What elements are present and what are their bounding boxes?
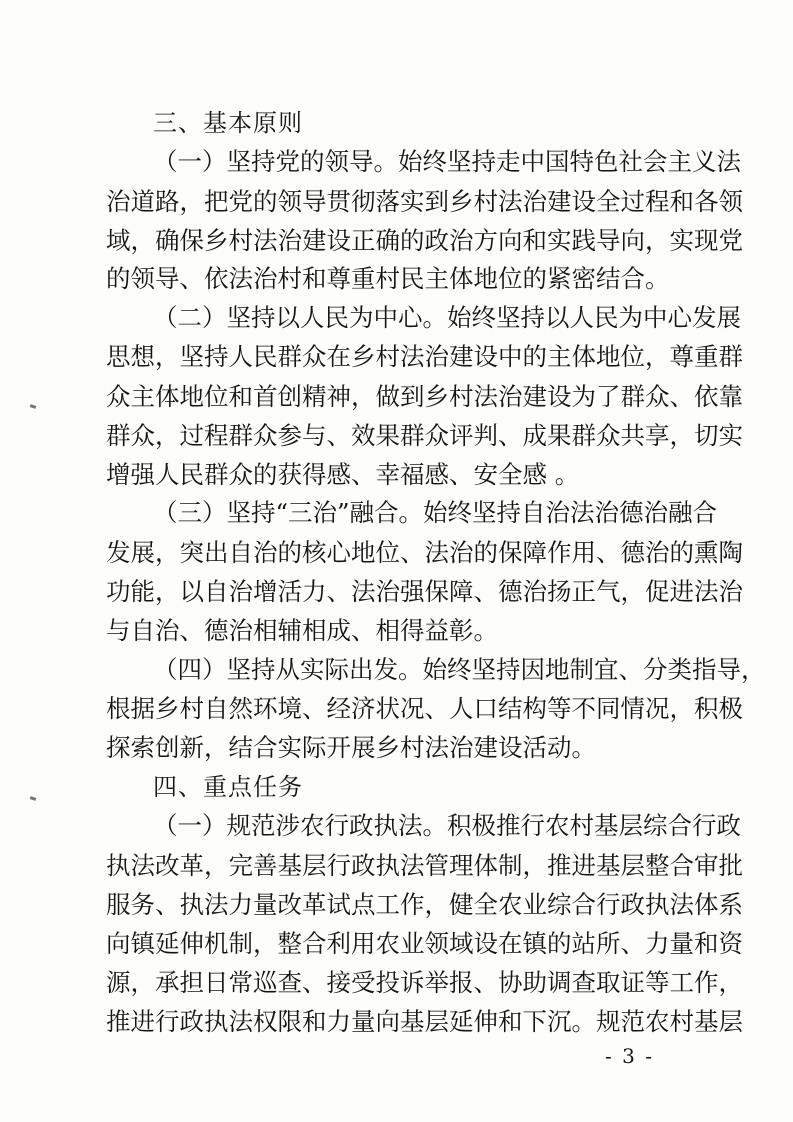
- paragraph-line: 治道路，把党的领导贯彻落实到乡村法治建设全过程和各领: [106, 187, 743, 216]
- paragraph-line: （四）坚持从实际出发。始终坚持因地制宜、分类指导，: [153, 655, 766, 684]
- scan-mark: [30, 796, 37, 801]
- paragraph-line: 域，确保乡村法治建设正确的政治方向和实践导向，实现党: [106, 226, 743, 255]
- paragraph-line: 根据乡村自然环境、经济状况、人口结构等不同情况，积极: [106, 694, 743, 723]
- paragraph-line: 的领导、依法治村和尊重村民主体地位的紧密结合。: [106, 264, 670, 293]
- paragraph-line: 向镇延伸机制，整合利用农业领域设在镇的站所、力量和资: [106, 929, 743, 958]
- paragraph-line: 与自治、德治相辅相成、相得益彰。: [106, 616, 498, 645]
- paragraph-line: 众主体地位和首创精神，做到乡村法治建设为了群众、依靠: [106, 382, 743, 411]
- paragraph-line: 群众，过程群众参与、效果群众评判、成果群众共享，切实: [106, 421, 743, 450]
- paragraph-line: （一）坚持党的领导。始终坚持走中国特色社会主义法: [153, 147, 741, 176]
- paragraph-line: 思想，坚持人民群众在乡村法治建设中的主体地位，尊重群: [106, 342, 743, 371]
- paragraph-line: 服务、执法力量改革试点工作，健全农业综合行政执法体系: [106, 890, 743, 919]
- paragraph-line: 源，承担日常巡查、接受投诉举报、协助调查取证等工作，: [106, 968, 743, 997]
- section-heading-tasks: 四、重点任务: [153, 773, 303, 801]
- paragraph-line: 增强人民群众的获得感、幸福感、安全感 。: [106, 460, 580, 489]
- section-heading-principles: 三、基本原则: [153, 109, 303, 137]
- paragraph-line: 发展，突出自治的核心地位、法治的保障作用、德治的熏陶: [106, 538, 743, 567]
- scan-mark: [30, 404, 37, 409]
- paragraph-line: （二）坚持以人民为中心。始终坚持以人民为中心发展: [153, 303, 741, 332]
- paragraph-line: 探索创新，结合实际开展乡村法治建设活动。: [106, 733, 596, 762]
- paragraph-line: 功能，以自治增活力、法治强保障、德治扬正气，促进法治: [106, 577, 743, 606]
- paragraph-line: （一）规范涉农行政执法。积极推行农村基层综合行政: [153, 811, 741, 840]
- paragraph-line: 执法改革，完善基层行政执法管理体制，推进基层整合审批: [106, 851, 743, 880]
- page-number: - 3 -: [605, 1044, 654, 1068]
- paragraph-line: （三）坚持“三治”融合。始终坚持自治法治德治融合: [153, 498, 718, 527]
- paragraph-line: 推进行政执法权限和力量向基层延伸和下沉。规范农村基层: [106, 1007, 743, 1036]
